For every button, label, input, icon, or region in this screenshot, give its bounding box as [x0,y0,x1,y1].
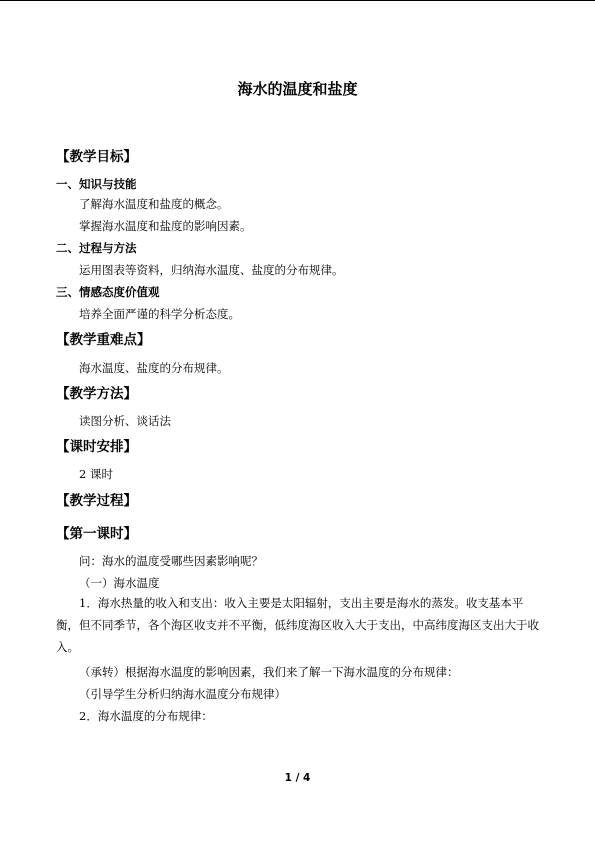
subheading-knowledge: 一、知识与技能 [56,177,137,191]
attitude-line-1: 培养全面严谨的科学分析态度。 [79,307,240,321]
lesson1-paragraph-4: 2．海水温度的分布规律： [79,709,213,723]
section-heading-schedule: 【课时安排】 [56,439,137,455]
page-title: 海水的温度和盐度 [237,80,358,98]
section-heading-goals: 【教学目标】 [56,149,137,165]
key-points-text: 海水温度、盐度的分布规律。 [79,361,229,375]
section-heading-lesson1: 【第一课时】 [56,526,137,542]
section-heading-methods: 【教学方法】 [56,386,137,402]
knowledge-line-2: 掌握海水温度和盐度的影响因素。 [79,219,252,233]
knowledge-line-1: 了解海水温度和盐度的概念。 [79,197,229,211]
subheading-attitude: 三、情感态度价值观 [56,285,160,299]
lesson1-paragraph-3: （引导学生分析归纳海水温度分布规律） [79,687,286,701]
methods-text: 读图分析、谈话法 [79,414,171,428]
lesson1-paragraph-1: 1．海水热量的收入和支出：收入主要是太阳辐射，支出主要是海水的蒸发。收支基本平衡，但不同季节，各个海区收支并不平衡，低纬度海区收入大于支出，中高纬度海区支出大于收入。 [56,596,539,654]
schedule-text: 2 课时 [79,467,113,481]
section-heading-process: 【教学过程】 [56,493,137,509]
subheading-process-methods: 二、过程与方法 [56,241,137,255]
lesson1-question: 问：海水的温度受哪些因素影响呢？ [79,554,263,568]
section-heading-key-points: 【教学重难点】 [56,332,151,348]
lesson1-subheading: （一）海水温度 [79,576,160,590]
process-line-1: 运用图表等资料，归纳海水温度、盐度的分布规律。 [79,263,344,277]
header-rule [0,0,595,1]
page-number: 1 / 4 [284,772,311,784]
lesson1-paragraph-2: （承转）根据海水温度的影响因素，我们来了解一下海水温度的分布规律： [79,665,459,679]
